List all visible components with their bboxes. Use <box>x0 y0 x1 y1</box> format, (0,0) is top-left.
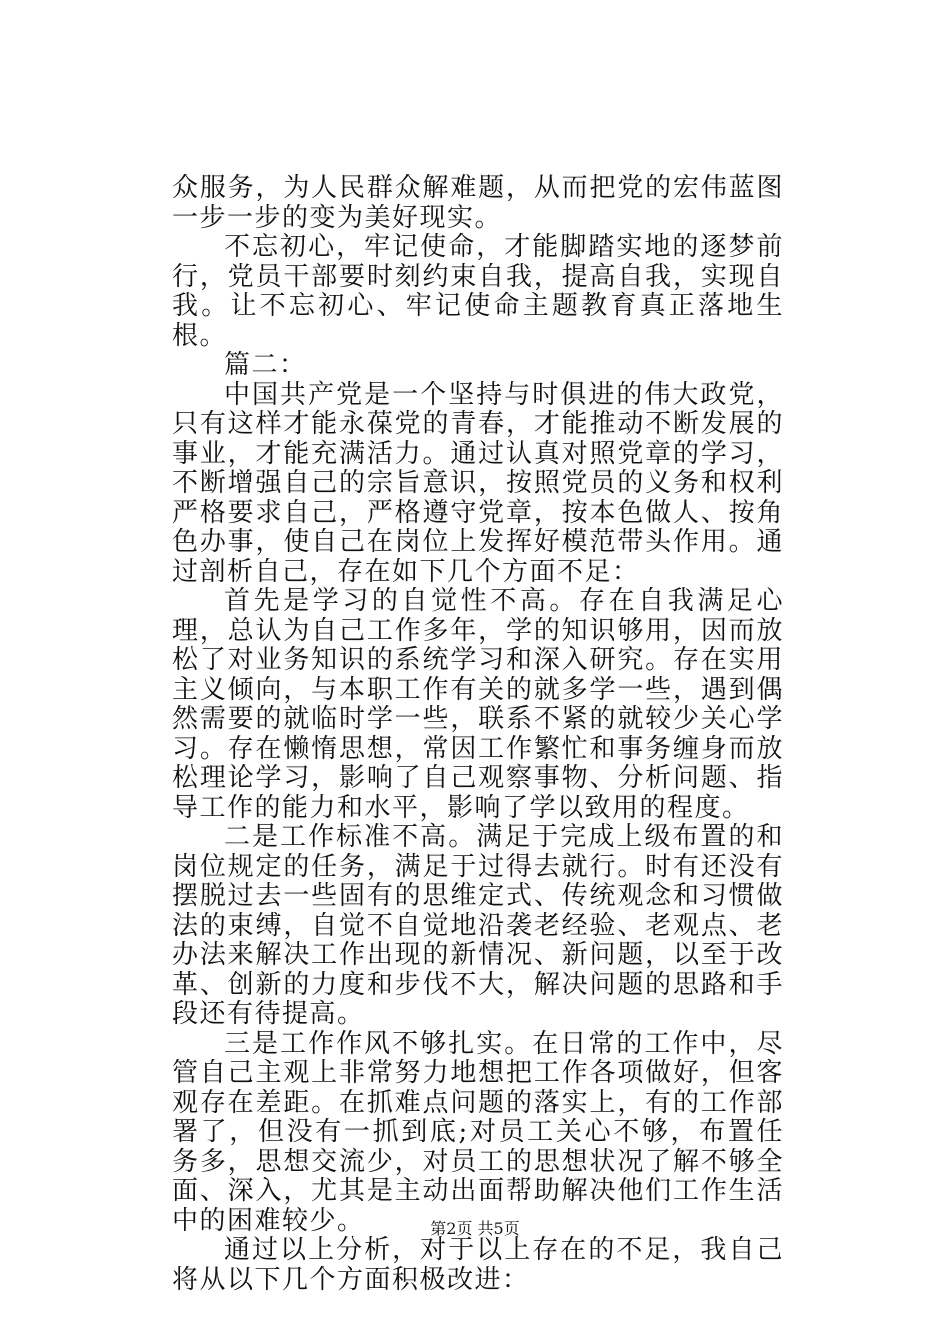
paragraph: 首先是学习的自觉性不高。存在自我满足心理，总认为自己工作多年，学的知识够用，因而放松了对业务知识的系统学习和深入研究。存在实用主义倾向，与本职工作有关的就多学一些，遇到偶然需要的就临时学一些，联系不紧的就较少关心学习。存在懒惰思想，常因工作繁忙和事务缠身而放松理论学习，影响了自己观察事物、分析问题、指导工作的能力和水平，影响了学以致用的程度。 <box>172 586 784 823</box>
page-number-footer: 第2页 共5页 <box>430 1219 520 1238</box>
document-body <box>172 174 784 1295</box>
section-heading: 篇二： <box>224 350 307 380</box>
paragraph: 中国共产党是一个坚持与时俱进的伟大政党，只有这样才能永葆党的青春，才能推动不断发展的事业，才能充满活力。通过认真对照党章的学习，不断增强自己的宗旨意识，按照党员的义务和权利严格要求自己，严格遵守党章，按本色做人、按角色办事，使自己在岗位上发挥好模范带头作用。通过剖析自己，存在如下几个方面不足： <box>172 379 784 587</box>
paragraph-continuation: 众服务，为人民群众解难题，从而把党的宏伟蓝图一步一步的变为美好现实。 <box>172 173 784 233</box>
paragraph: 通过以上分析，对于以上存在的不足，我自己将从以下几个方面积极改进： <box>172 1235 784 1295</box>
paragraph: 三是工作作风不够扎实。在日常的工作中，尽管自己主观上非常努力地想把工作各项做好，但客观存在差距。在抓难点问题的落实上，有的工作部署了，但没有一抓到底;对员工关心不够，布置任务多，思想交流少，对员工的思想状况了解不够全面、深入，尤其是主动出面帮助解决他们工作生活中的困难较少。 <box>172 1028 784 1236</box>
paragraph: 不忘初心，牢记使命，才能脚踏实地的逐梦前行，党员干部要时刻约束自我，提高自我，实现自我。让不忘初心、牢记使命主题教育真正落地生根。 <box>172 232 784 351</box>
paragraph: 二是工作标准不高。满足于完成上级布置的和岗位规定的任务，满足于过得去就行。时有还没有摆脱过去一些固有的思维定式、传统观念和习惯做法的束缚，自觉不自觉地沿袭老经验、老观点、老办法来解决工作出现的新情况、新问题，以至于改革、创新的力度和步伐不大，解决问题的思路和手段还有待提高。 <box>172 822 784 1029</box>
